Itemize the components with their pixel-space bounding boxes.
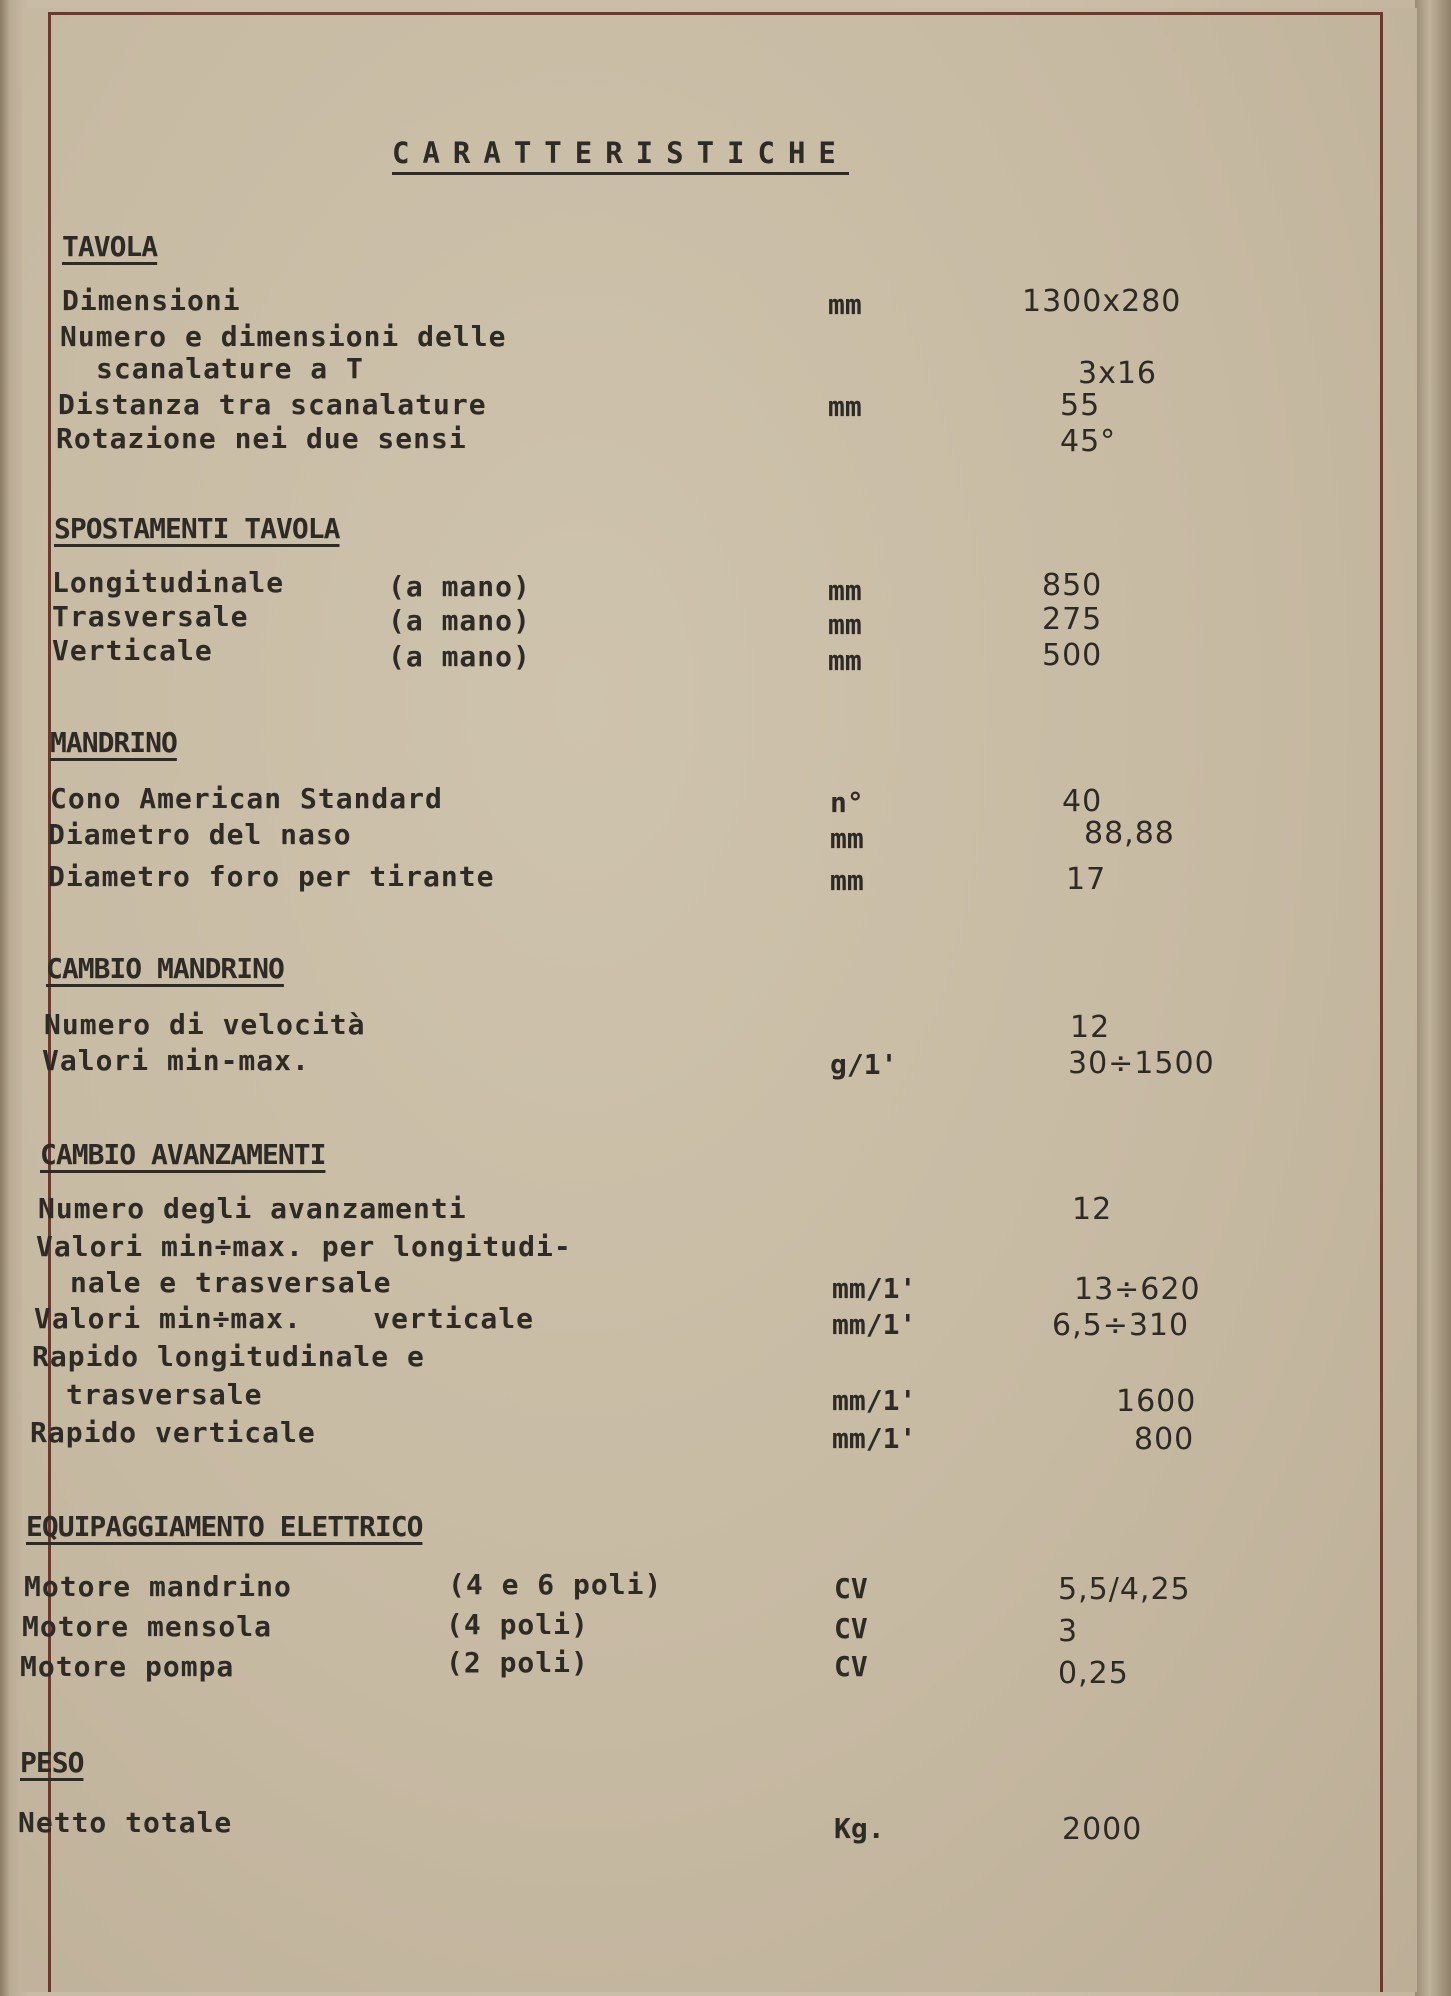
spec-unit: Kg. — [834, 1812, 885, 1845]
spec-label: Distanza tra scanalature — [58, 388, 487, 421]
spec-value: 88,88 — [1084, 816, 1175, 851]
spec-note: (4 poli) — [446, 1608, 589, 1641]
spec-label: Cono American Standard — [50, 782, 443, 815]
spec-label: trasversale — [66, 1378, 263, 1411]
spec-label: Rotazione nei due sensi — [56, 422, 467, 455]
spec-label: Numero e dimensioni delle — [60, 320, 507, 353]
spec-unit: mm — [828, 608, 862, 641]
section-title-equipaggiamento: EQUIPAGGIAMENTO ELETTRICO — [26, 1510, 423, 1543]
spec-unit: mm/1' — [832, 1384, 917, 1417]
spec-label: Numero degli avanzamenti — [38, 1192, 467, 1225]
spec-unit: n° — [830, 786, 864, 819]
spec-unit: CV — [834, 1572, 868, 1605]
spec-unit: mm/1' — [832, 1422, 917, 1455]
section-title-cambio-mandrino: CAMBIO MANDRINO — [46, 952, 284, 985]
spec-value: 500 — [1042, 638, 1103, 673]
spec-unit: mm/1' — [832, 1308, 917, 1341]
spec-label: Netto totale — [18, 1806, 233, 1839]
spec-label: Trasversale — [52, 600, 249, 633]
spec-value: 800 — [1134, 1422, 1195, 1457]
spec-value: 12 — [1072, 1192, 1113, 1227]
spec-value: 55 — [1060, 388, 1101, 423]
spec-value: 850 — [1042, 568, 1103, 603]
section-title-peso: PESO — [20, 1746, 84, 1779]
spec-unit: g/1' — [830, 1048, 898, 1081]
spec-value: 40 — [1062, 784, 1103, 819]
spec-value: 6,5÷310 — [1052, 1308, 1190, 1343]
spec-label: Valori min÷max. verticale — [34, 1302, 535, 1335]
spec-note: (2 poli) — [446, 1646, 589, 1679]
spec-label: Motore pompa — [20, 1650, 235, 1683]
spec-label: Dimensioni — [62, 284, 241, 317]
spec-label: Diametro foro per tirante — [48, 860, 495, 893]
spec-value: 5,5/4,25 — [1058, 1572, 1191, 1607]
spec-value: 13÷620 — [1074, 1272, 1201, 1307]
spec-label: Rapido verticale — [30, 1416, 316, 1449]
spec-label: Valori min÷max. per longitudi- — [36, 1230, 572, 1263]
spec-label: Numero di velocità — [44, 1008, 366, 1041]
spec-unit: mm/1' — [832, 1272, 917, 1305]
spec-unit: mm — [828, 288, 862, 321]
spec-label: Valori min-max. — [42, 1044, 310, 1077]
spec-value: 12 — [1070, 1010, 1111, 1045]
spec-label: scanalature a T — [96, 352, 364, 385]
spec-value: 275 — [1042, 602, 1103, 637]
document-title: CARATTERISTICHE — [392, 136, 849, 175]
spec-label: nale e trasversale — [70, 1266, 392, 1299]
spec-value: 1600 — [1116, 1384, 1197, 1419]
section-title-spostamenti: SPOSTAMENTI TAVOLA — [54, 512, 340, 545]
spec-value: 30÷1500 — [1068, 1046, 1215, 1081]
spec-value: 3 — [1058, 1614, 1079, 1649]
spec-label: Rapido longitudinale e — [32, 1340, 425, 1373]
spec-label: Motore mensola — [22, 1610, 273, 1643]
spec-value: 17 — [1066, 862, 1107, 897]
spec-value: 45° — [1060, 424, 1117, 459]
spec-note: (a mano) — [388, 570, 531, 603]
spec-unit: mm — [828, 574, 862, 607]
section-title-cambio-avanzamenti: CAMBIO AVANZAMENTI — [40, 1138, 326, 1171]
spec-value: 1300x280 — [1022, 284, 1182, 319]
spec-value: 3x16 — [1078, 356, 1158, 391]
spec-note: (a mano) — [388, 604, 531, 637]
spec-label: Verticale — [52, 634, 213, 667]
spec-unit: mm — [830, 822, 864, 855]
spec-unit: CV — [834, 1650, 868, 1683]
spec-unit: mm — [828, 390, 862, 423]
spec-unit: mm — [830, 864, 864, 897]
spec-value: 2000 — [1062, 1812, 1143, 1847]
section-title-tavola: TAVOLA — [62, 230, 158, 263]
spec-note: (a mano) — [388, 640, 531, 673]
spec-unit: CV — [834, 1612, 868, 1645]
spec-label: Longitudinale — [52, 566, 285, 599]
spec-label: Motore mandrino — [24, 1570, 292, 1603]
spec-label: Diametro del naso — [48, 818, 352, 851]
spec-note: (4 e 6 poli) — [448, 1568, 663, 1601]
spec-value: 0,25 — [1058, 1656, 1129, 1691]
spec-unit: mm — [828, 644, 862, 677]
section-title-mandrino: MANDRINO — [50, 726, 177, 759]
